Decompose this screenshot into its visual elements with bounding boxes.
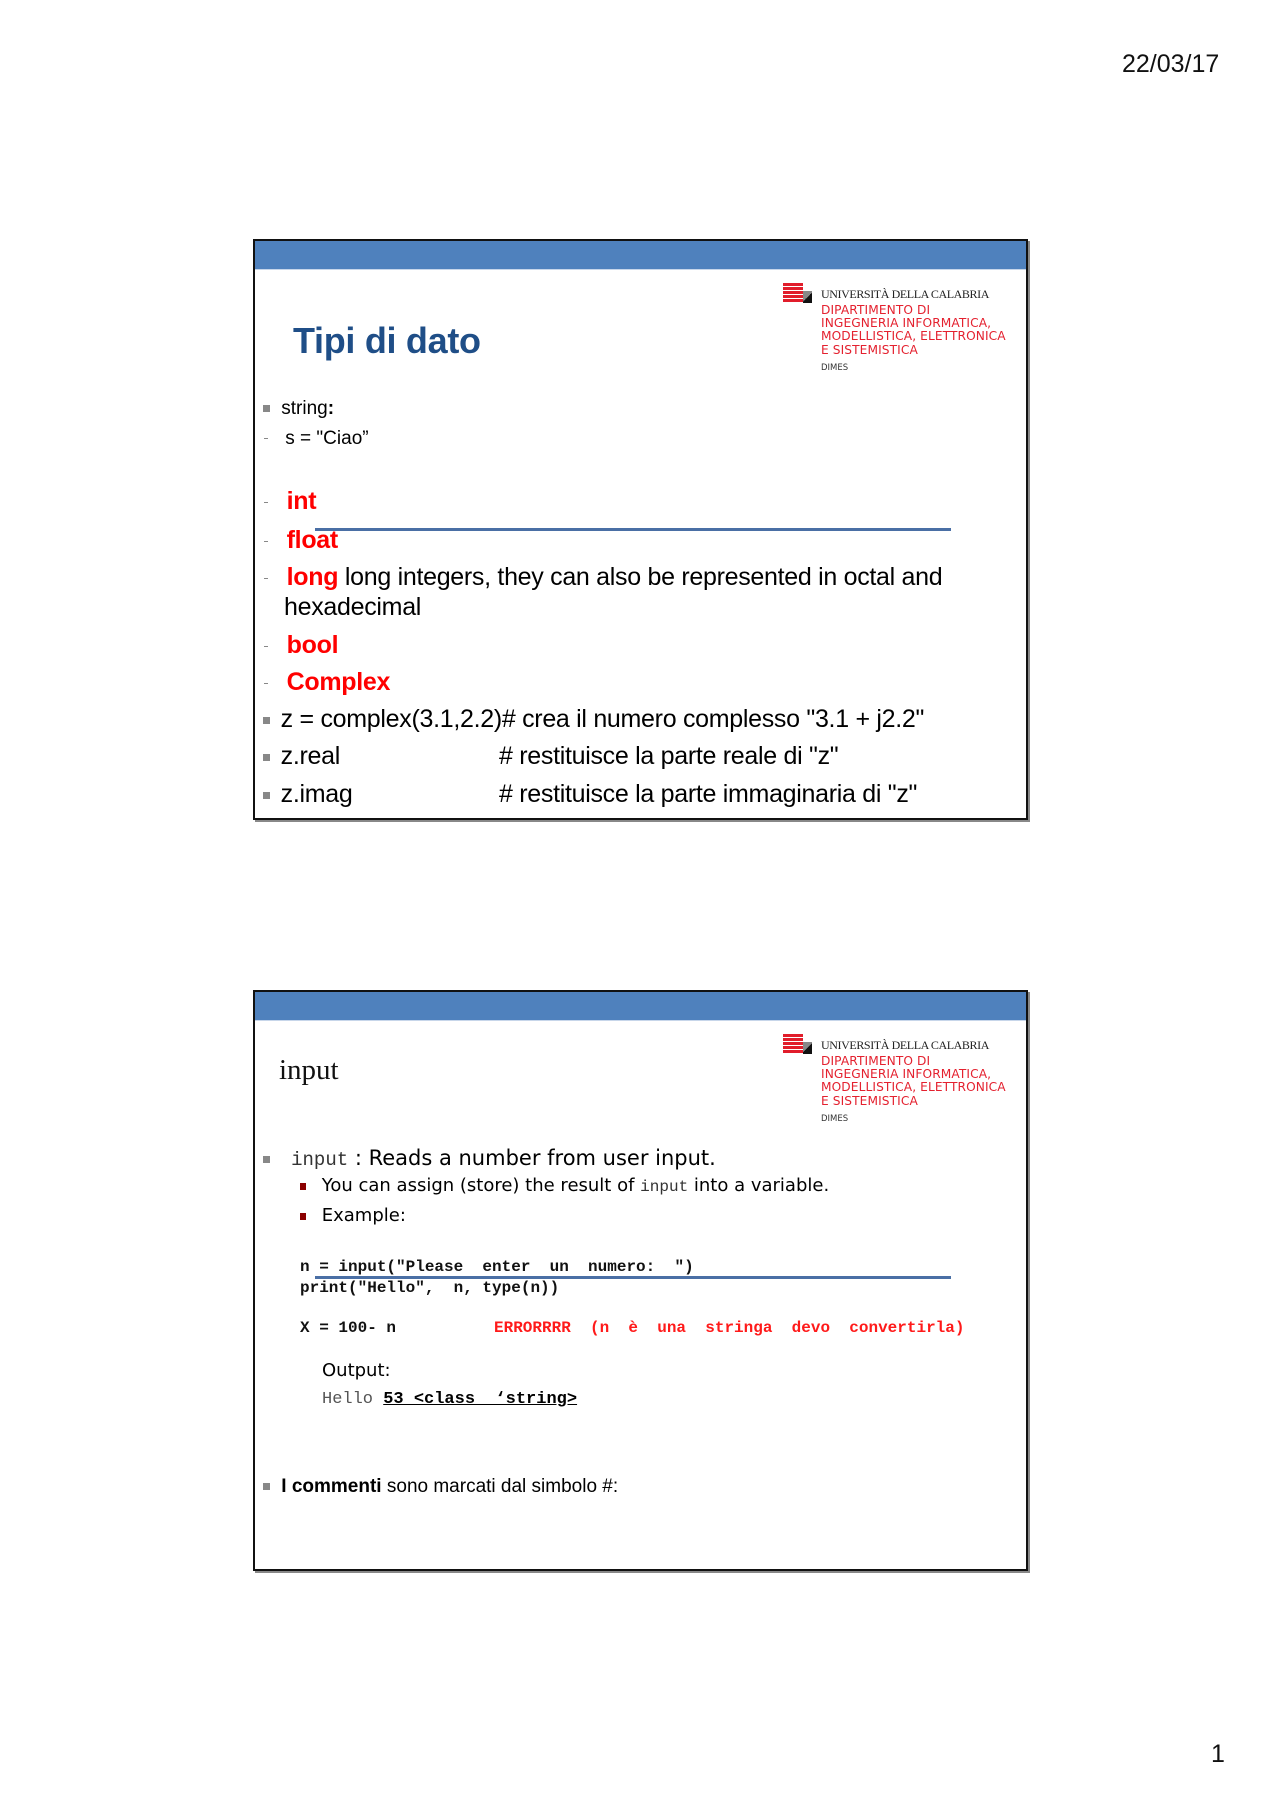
logo-acronym: DIMES [821, 1114, 849, 1124]
page-date: 22/03/17 [1122, 50, 1220, 78]
list-item: string: [263, 398, 334, 420]
page-number: 1 [1211, 1740, 1225, 1768]
list-item: input : Reads a number from user input. [263, 1145, 716, 1171]
slide-header-bar [255, 992, 1026, 1021]
square-bullet-icon [300, 1213, 306, 1220]
list-item: s = "Ciao” [264, 428, 369, 450]
unical-logo-icon [783, 283, 813, 305]
logo-university-name: UNIVERSITÀ DELLA CALABRIA [821, 287, 989, 301]
list-item: bool [264, 631, 338, 660]
comment-text: # restituisce la parte immaginaria di "z" [499, 780, 918, 808]
list-item: z.imag [263, 780, 353, 809]
logo-acronym: DIMES [821, 363, 849, 373]
slide-header-bar [255, 241, 1026, 270]
square-bullet-icon [263, 754, 270, 761]
square-bullet-icon [263, 1483, 270, 1490]
sub-list-item: Example: [300, 1205, 406, 1226]
code-line: X = 100- n [300, 1319, 397, 1337]
slide-title: input [279, 1054, 339, 1086]
unical-logo-icon [783, 1034, 813, 1056]
list-item: z = complex(3.1,2.2)# crea il numero complesso "3.1 + j2.2" [263, 705, 924, 734]
slide-tipi-di-dato [253, 239, 1028, 820]
slide-title: Tipi di dato [293, 320, 481, 361]
list-item: Complex [264, 668, 390, 697]
square-bullet-icon [263, 717, 270, 724]
list-item: long long integers, they can also be represented in octal and [264, 563, 942, 592]
dash-bullet-icon [264, 578, 268, 579]
output-label: Output: [322, 1360, 391, 1381]
square-bullet-icon [300, 1183, 306, 1190]
dash-bullet-icon [264, 502, 268, 503]
comment-text: # restituisce la parte reale di "z" [499, 742, 839, 770]
square-bullet-icon [263, 405, 270, 412]
sub-list-item: You can assign (store) the result of input into a variable. [300, 1175, 829, 1196]
dash-bullet-icon [264, 646, 268, 647]
list-item: int [264, 487, 316, 516]
code-line: n = input("Please enter un numero: ") [300, 1258, 694, 1276]
error-annotation: ERRORRRR (n è una stringa devo convertirla) [494, 1319, 965, 1337]
dash-bullet-icon [264, 683, 268, 684]
list-item: z.real [263, 742, 340, 771]
square-bullet-icon [263, 792, 270, 799]
output-value: Hello 53 <class ‘string> [322, 1390, 578, 1409]
dash-bullet-icon [264, 541, 268, 542]
logo-department: DIPARTIMENTO DI INGEGNERIA INFORMATICA, MODELLISTICA, ELETTRONICA E SISTEMISTICA [821, 1054, 1006, 1108]
square-bullet-icon [263, 1156, 270, 1163]
slide-input [253, 990, 1028, 1571]
code-line: print("Hello", n, type(n)) [300, 1279, 560, 1297]
divider-line [315, 528, 951, 531]
logo-department: DIPARTIMENTO DI INGEGNERIA INFORMATICA, MODELLISTICA, ELETTRONICA E SISTEMISTICA [821, 303, 1006, 357]
dash-bullet-icon [264, 438, 268, 439]
logo-university-name: UNIVERSITÀ DELLA CALABRIA [821, 1038, 989, 1052]
list-item-continuation: hexadecimal [284, 593, 422, 621]
list-item: float [264, 526, 338, 555]
list-item: I commenti sono marcati dal simbolo #: [263, 1476, 618, 1498]
